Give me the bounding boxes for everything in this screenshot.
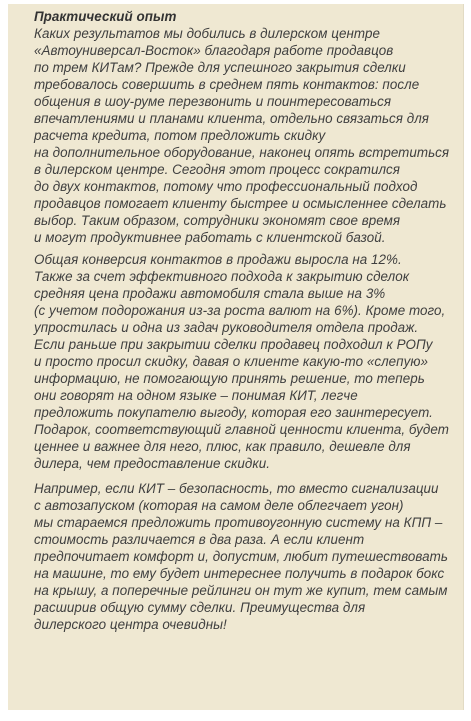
text-line: дилерского центра очевидны!: [34, 617, 227, 632]
text-line: в дилерском центре. Сегодня этот процесс сократился: [34, 162, 400, 177]
text-line: Например, если КИТ – безопасность, то вместо сигнализации: [34, 481, 439, 496]
text-line: мы стараемся предложить противоугонную систему на КПП –: [34, 515, 443, 530]
text-line: и могут продуктивнее работать с клиентской базой.: [34, 230, 386, 245]
text-line: «Автоуниверсал-Восток» благодаря работе продавцов: [34, 43, 394, 58]
text-line: требовалось совершить в среднем пять контактов: после: [34, 77, 420, 92]
text-line: расширив общую сумму сделки. Преимущества для: [34, 600, 366, 615]
text-line: они говорят на одном языке – понимая КИТ, легче: [34, 388, 358, 403]
text-line: информацию, не помогающую принять решение, то теперь: [34, 371, 425, 386]
text-line: Общая конверсия контактов в продажи выросла на 12%.: [34, 252, 402, 267]
paragraph-example: [34, 480, 453, 633]
text-line: расчета кредита, потом предложить скидку: [34, 128, 326, 143]
text-line: общения в шоу-руме перезвонить и поинтересоваться: [34, 94, 392, 109]
text-line: до двух контактов, потому что профессиональный подход: [34, 179, 418, 194]
text-line: и просто просил скидку, давая о клиенте какую-то «слепую»: [34, 354, 428, 369]
text-line: упростилась и одна из задач руководителя отдела продаж.: [34, 320, 419, 335]
paragraph-results: [34, 25, 453, 246]
text-line: дилера, чем предоставление скидки.: [34, 456, 271, 471]
text-line: на машине, то ему будет интереснее получить в подарок бокс: [34, 566, 445, 581]
text-line: продавцов помогает клиенту быстрее и осмысленнее сделать: [34, 196, 447, 211]
text-line: предпочитает комфорт и, допустим, любит путешествовать: [34, 549, 448, 564]
text-line: выбор. Таким образом, сотрудники экономят свое время: [34, 213, 401, 228]
text-line: ценнее и важнее для него, плюс, как правило, дешевле для: [34, 439, 411, 454]
text-line: Каких результатов мы добились в дилерском центре: [34, 26, 380, 41]
panel-heading: Практический опыт: [34, 9, 177, 24]
sidebar-panel: [8, 4, 464, 710]
text-line: на крышу, а поперечные рейлинги он тут же купит, тем самым: [34, 583, 448, 598]
text-line: впечатлениями и планами клиента, отдельно связаться для: [34, 111, 430, 126]
text-line: на дополнительное оборудование, наконец опять встретиться: [34, 145, 450, 160]
text-line: Если раньше при закрытии сделки продавец подходил к РОПу: [34, 337, 433, 352]
text-line: стоимость различается в два раза. А если клиент: [34, 532, 365, 547]
text-line: (с учетом подорожания из-за роста валют на 6%). Кроме того,: [34, 303, 446, 318]
paragraph-conversion: [34, 251, 453, 472]
text-line: Также за счет эффективного подхода к закрытию сделок: [34, 269, 410, 284]
text-line: Подарок, соответствующий главной ценности клиента, будет: [34, 422, 449, 437]
text-line: с автозапуском (которая на самом деле облегчает угон): [34, 498, 404, 513]
text-line: предложить покупателю выгоду, которая его заинтересует.: [34, 405, 433, 420]
text-line: по трем КИТам? Прежде для успешного закрытия сделки: [34, 60, 406, 75]
text-line: средняя цена продажи автомобиля стала выше на 3%: [34, 286, 386, 301]
